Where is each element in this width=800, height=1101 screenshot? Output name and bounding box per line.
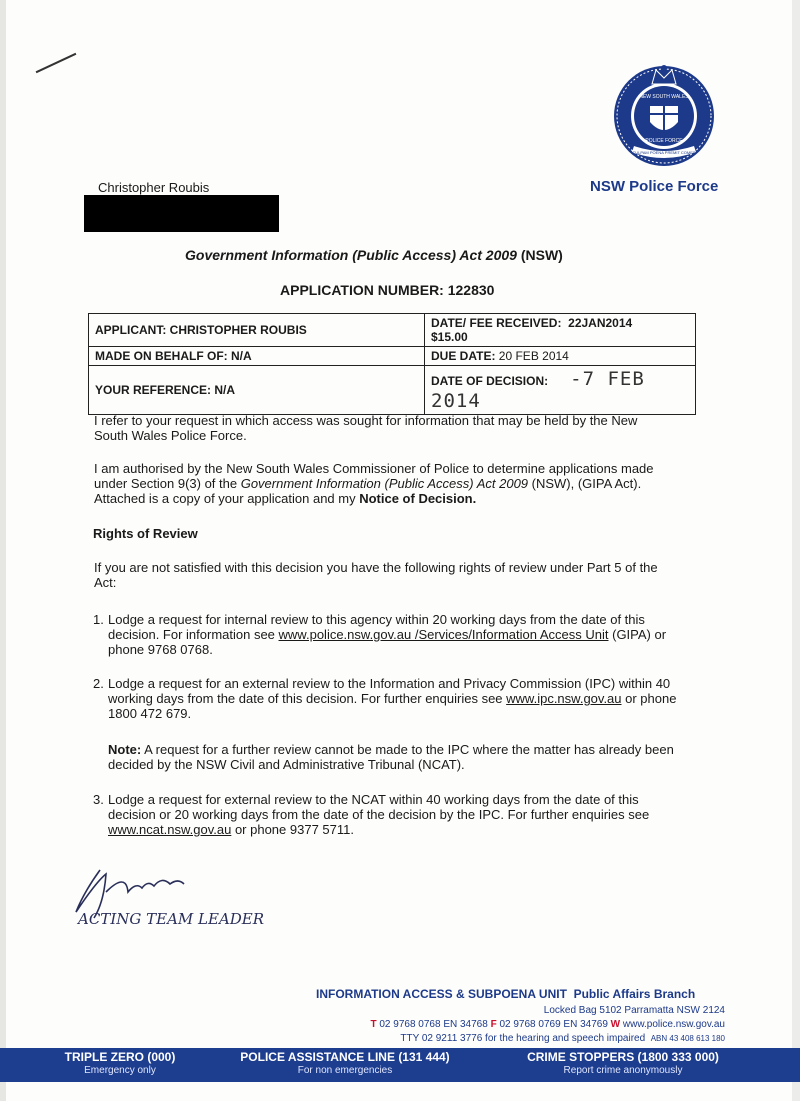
due-date-cell: DUE DATE: 20 FEB 2014 — [425, 347, 696, 366]
scan-mark — [36, 53, 77, 73]
page-edge-right — [792, 0, 800, 1101]
brand-name: NSW Police Force — [590, 178, 719, 195]
ncat-link[interactable]: www.ncat.nsw.gov.au — [108, 822, 232, 837]
item-1-number: 1. — [93, 612, 104, 627]
recipient-name: Christopher Roubis — [98, 180, 210, 195]
crime-stoppers-cell: CRIME STOPPERS (1800 333 000) Report crime anonymously — [527, 1050, 719, 1076]
review-item-2: Lodge a request for an external review to the Information and Privacy Commission (IPC) within 40 working days from the date of this decision. For further enquiries see www.ipc.nsw.gov.au or phone 1800 472 679. — [108, 676, 677, 721]
date-fee-cell: DATE/ FEE RECEIVED: 22JAN2014 $15.00 — [425, 314, 696, 347]
ipc-link[interactable]: www.ipc.nsw.gov.au — [506, 691, 622, 706]
decision-date-stamp: -7 FEB 2014 — [431, 368, 645, 412]
logo-motto: CULPAM POENA PREMIT COMES — [632, 150, 696, 155]
triple-zero-cell: TRIPLE ZERO (000) Emergency only — [64, 1050, 176, 1076]
applicant-cell: APPLICANT: CHRISTOPHER ROUBIS — [89, 314, 425, 347]
intro-paragraph: I refer to your request in which access was sought for information that may be held by the New South Wales Police Force. — [94, 413, 638, 443]
nsw-police-crest-logo — [608, 56, 720, 168]
footer-contacts: T 02 9768 0768 EN 34768 F 02 9768 0769 EN 34769 W www.police.nsw.gov.au — [370, 1019, 725, 1030]
rights-of-review-heading: Rights of Review — [93, 526, 198, 541]
footer-unit: INFORMATION ACCESS & SUBPOENA UNIT Public Affairs Branch — [316, 987, 696, 1001]
footer-tty: TTY 02 9211 3776 for the hearing and speech impaired ABN 43 408 613 180 — [400, 1033, 725, 1044]
logo-ring-top: NEW SOUTH WALES — [639, 94, 689, 100]
item-3-number: 3. — [93, 792, 104, 807]
emergency-numbers-bar — [0, 1048, 800, 1082]
note-paragraph: Note: A request for a further review cannot be made to the IPC where the matter has already been decided by the NSW Civil and Administrative Tribunal (NCAT). — [108, 742, 674, 772]
signature — [66, 862, 306, 932]
act-title: Government Information (Public Access) Act 2009 (NSW) — [185, 247, 563, 263]
review-item-1: Lodge a request for internal review to this agency within 20 working days from the date of this decision. For information see www.police.nsw.gov.au /Services/Information Access Unit (GIPA) or phone 9768 0768. — [108, 612, 667, 657]
signature-title: ACTING TEAM LEADER — [78, 910, 265, 928]
application-info-table — [88, 313, 696, 415]
authority-paragraph: I am authorised by the New South Wales Commissioner of Police to determine applications made under Section 9(3) of the Government Information (Public Access) Act 2009 (NSW), (GIPA Act). Attached is a copy of your application and my Notice of Decision. — [94, 461, 654, 506]
rights-intro-paragraph: If you are not satisfied with this decision you have the following rights of review under Part 5 of the Act: — [94, 560, 658, 590]
behalf-cell: MADE ON BEHALF OF: N/A — [89, 347, 425, 366]
logo-ring-bottom: POLICE FORCE — [645, 138, 683, 144]
review-item-3: Lodge a request for external review to the NCAT within 40 working days from the date of this decision or 20 working days from the date of the decision by the IPC. For further enquiries see www.ncat.nsw.gov.au or phone 9377 5711. — [108, 792, 650, 837]
footer-address: Locked Bag 5102 Parramatta NSW 2124 — [543, 1005, 725, 1016]
police-assistance-cell: POLICE ASSISTANCE LINE (131 444) For non emergencies — [240, 1050, 450, 1076]
redacted-address — [84, 195, 279, 232]
page-edge-left — [0, 0, 6, 1101]
police-info-link[interactable]: www.police.nsw.gov.au /Services/Information Access Unit — [278, 627, 609, 642]
decision-date-cell: DATE OF DECISION: -7 FEB 2014 — [425, 366, 696, 415]
application-number: APPLICATION NUMBER: 122830 — [280, 282, 495, 298]
item-2-number: 2. — [93, 676, 104, 691]
reference-cell: YOUR REFERENCE: N/A — [89, 366, 425, 415]
